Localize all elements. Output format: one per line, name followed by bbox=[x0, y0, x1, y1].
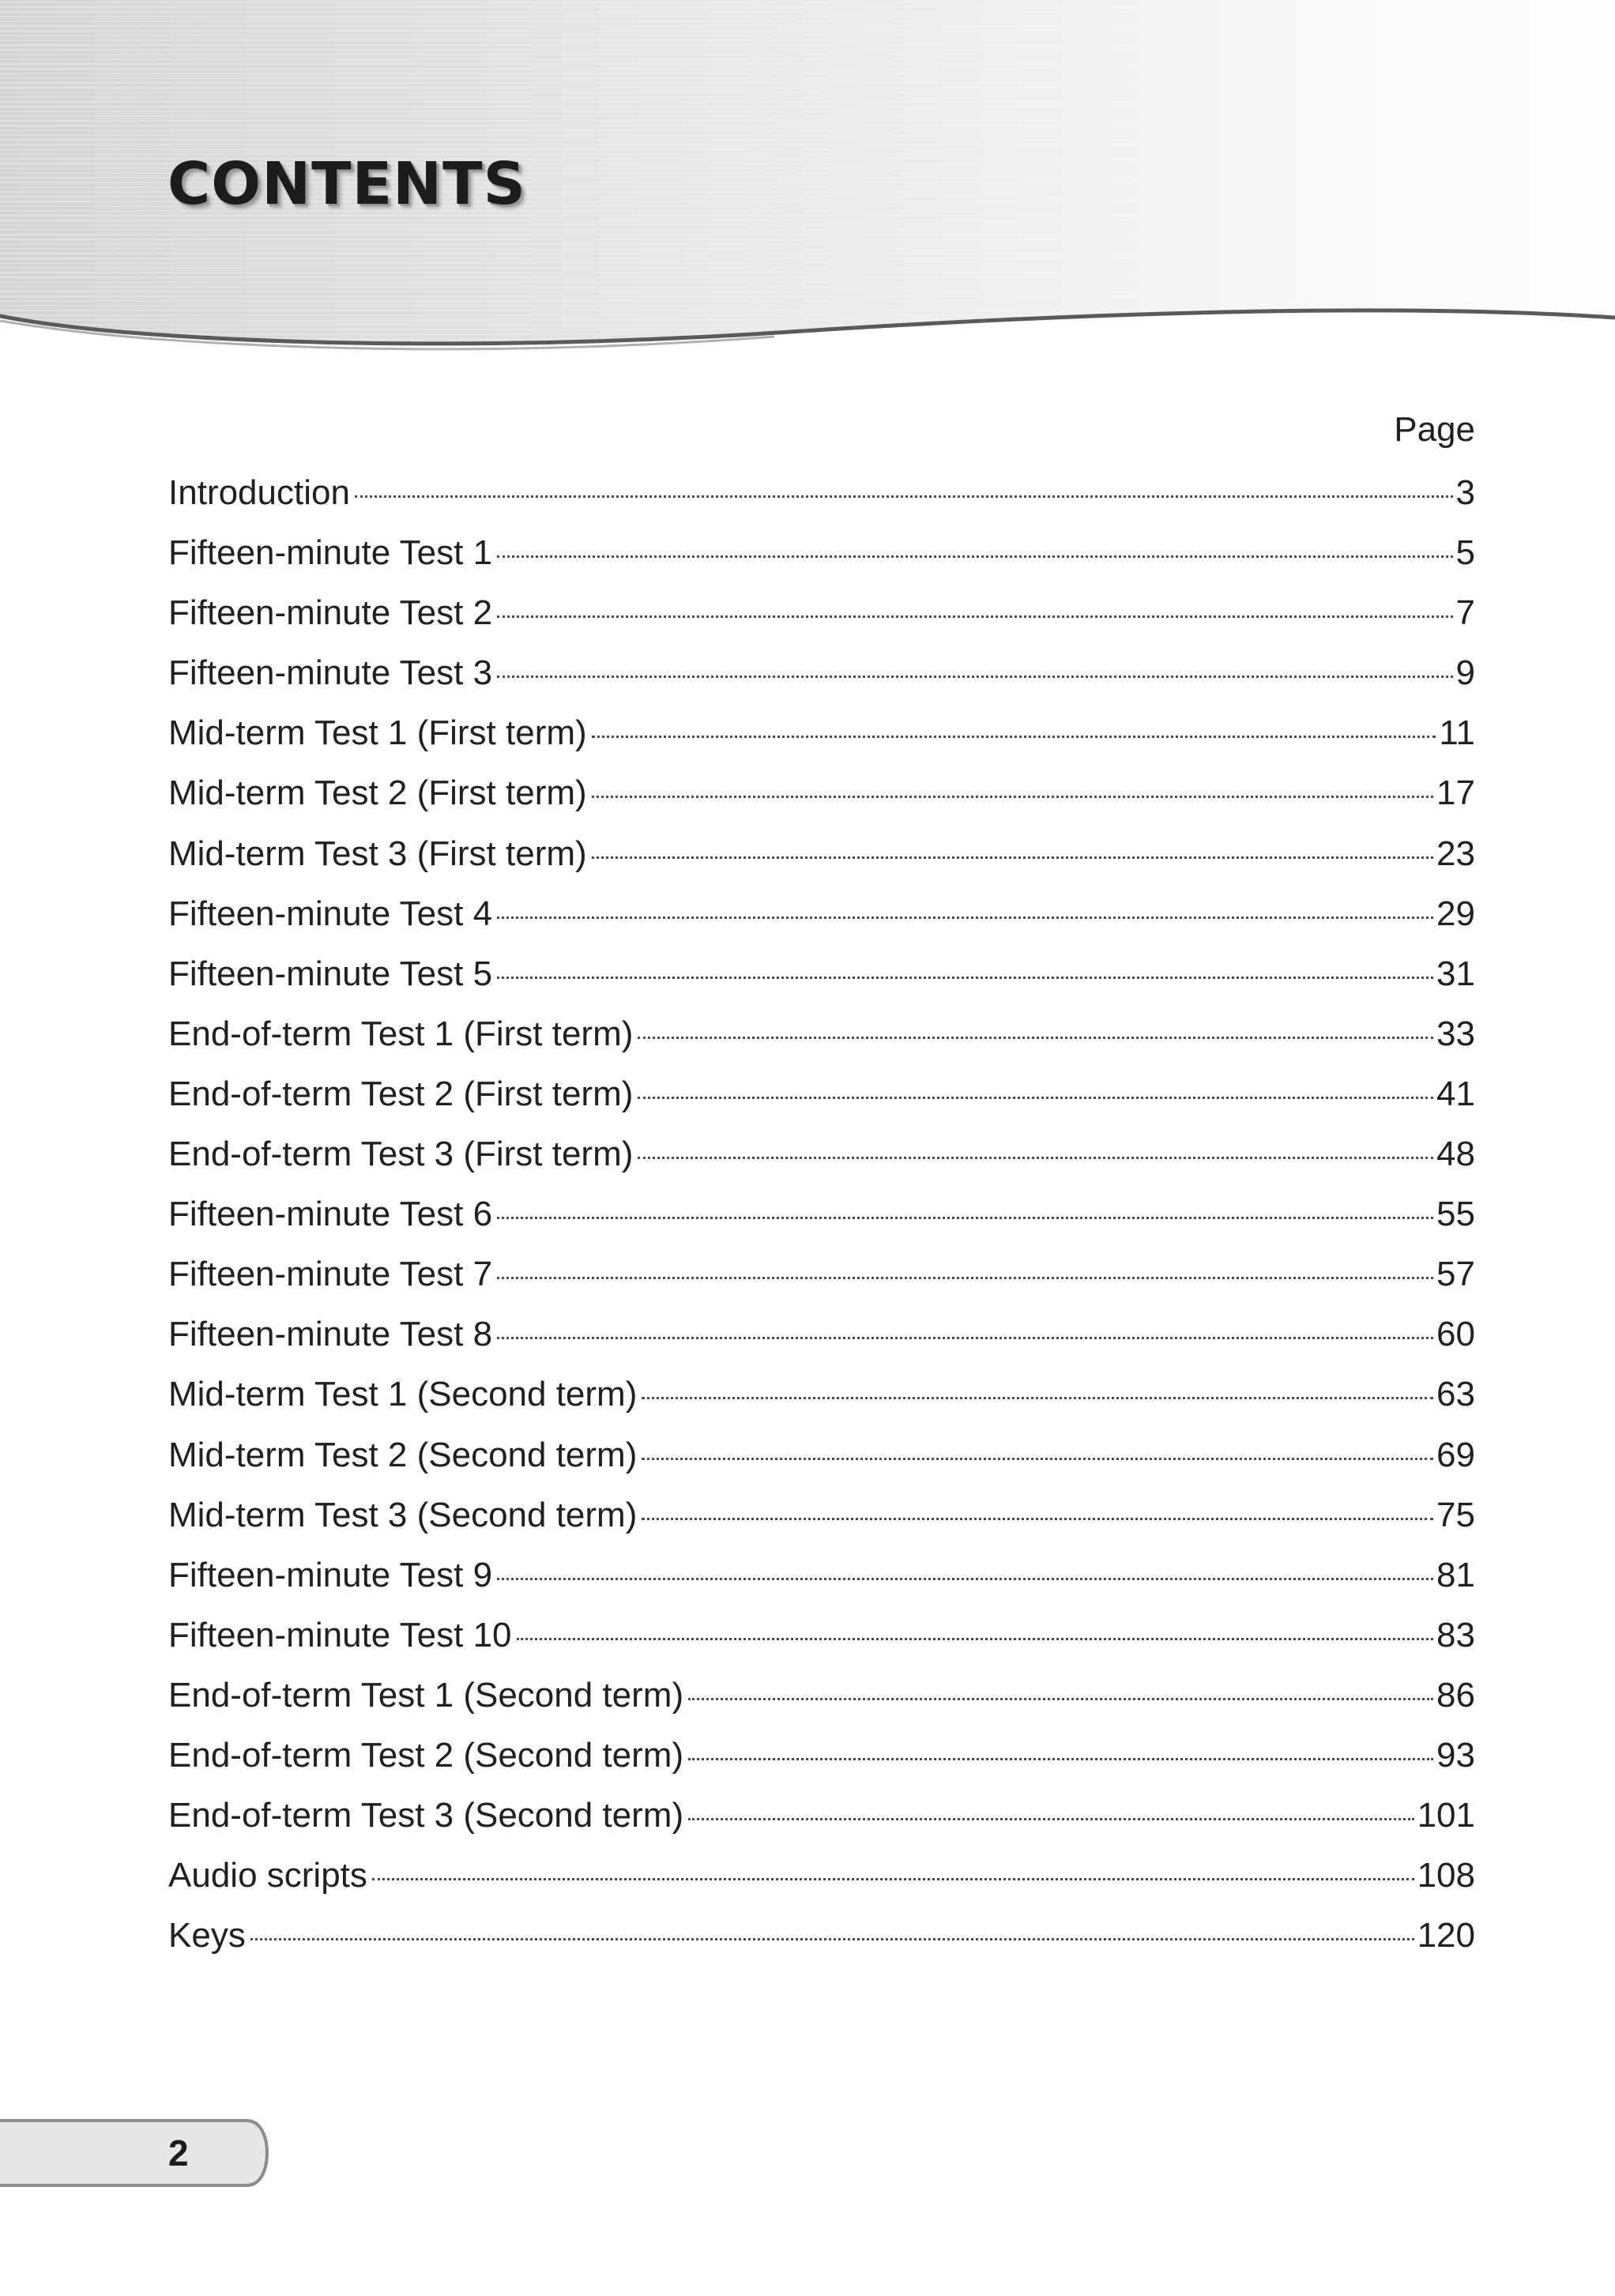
toc-entry bbox=[168, 1846, 1475, 1906]
toc-entry-page: 55 bbox=[1436, 1195, 1475, 1234]
dot-leader bbox=[497, 1337, 1433, 1339]
dot-leader bbox=[638, 1157, 1433, 1159]
toc-entry-title: Fifteen-minute Test 1 bbox=[168, 533, 493, 573]
page-title: CONTENTS bbox=[168, 150, 526, 218]
toc-entry-title: End-of-term Test 2 (Second term) bbox=[168, 1735, 684, 1775]
dot-leader bbox=[497, 1277, 1433, 1279]
toc-entry bbox=[168, 884, 1475, 944]
dot-leader bbox=[688, 1758, 1433, 1760]
toc-entry-page: 9 bbox=[1455, 653, 1475, 693]
toc-entry bbox=[168, 1786, 1475, 1846]
dot-leader bbox=[497, 1217, 1433, 1219]
toc-entry bbox=[168, 1485, 1475, 1545]
toc-entry-title: End-of-term Test 3 (Second term) bbox=[168, 1796, 684, 1835]
toc-entry-page: 75 bbox=[1436, 1495, 1475, 1534]
toc-entry-page: 108 bbox=[1417, 1856, 1475, 1895]
toc-entry-title: Mid-term Test 3 (Second term) bbox=[168, 1495, 638, 1534]
toc-entry bbox=[168, 944, 1475, 1004]
toc-entry bbox=[168, 523, 1475, 583]
toc-entry-page: 86 bbox=[1436, 1675, 1475, 1714]
toc-list bbox=[168, 463, 1475, 1966]
toc-entry-page: 93 bbox=[1436, 1735, 1475, 1775]
toc-entry-page: 83 bbox=[1436, 1615, 1475, 1654]
dot-leader bbox=[642, 1518, 1433, 1520]
toc-entry bbox=[168, 1244, 1475, 1304]
page-tab-shape bbox=[0, 2117, 273, 2189]
dot-leader bbox=[642, 1397, 1433, 1399]
toc-entry bbox=[168, 1124, 1475, 1184]
toc-entry-title: Mid-term Test 3 (First term) bbox=[168, 834, 587, 873]
dot-leader bbox=[517, 1638, 1434, 1640]
toc-entry-title: Fifteen-minute Test 7 bbox=[168, 1255, 493, 1294]
dot-leader bbox=[497, 555, 1452, 558]
toc-entry-page: 29 bbox=[1436, 894, 1475, 933]
toc-entry bbox=[168, 703, 1475, 763]
toc-entry-page: 69 bbox=[1436, 1435, 1475, 1474]
toc-entry-title: Audio scripts bbox=[168, 1856, 367, 1895]
dot-leader bbox=[638, 1037, 1433, 1039]
toc-entry-title: Keys bbox=[168, 1916, 246, 1955]
toc-entry bbox=[168, 824, 1475, 884]
dot-leader bbox=[372, 1878, 1414, 1880]
toc-entry bbox=[168, 1726, 1475, 1786]
toc-entry bbox=[168, 1545, 1475, 1605]
dot-leader bbox=[250, 1938, 1414, 1940]
toc-entry-title: End-of-term Test 1 (First term) bbox=[168, 1014, 634, 1053]
toc-entry-title: Fifteen-minute Test 2 bbox=[168, 593, 493, 633]
dot-leader bbox=[592, 856, 1433, 859]
toc-entry-page: 3 bbox=[1455, 473, 1475, 512]
toc-entry-title: Mid-term Test 1 (First term) bbox=[168, 713, 587, 753]
dot-leader bbox=[592, 796, 1433, 798]
page-number-tab bbox=[0, 2117, 273, 2189]
toc-entry-page: 57 bbox=[1436, 1255, 1475, 1294]
toc-entry-page: 33 bbox=[1436, 1014, 1475, 1053]
toc-entry-page: 41 bbox=[1436, 1074, 1475, 1113]
dot-leader bbox=[642, 1458, 1433, 1460]
toc-entry-title: Fifteen-minute Test 6 bbox=[168, 1195, 493, 1234]
toc-entry bbox=[168, 583, 1475, 643]
toc-entry-page: 120 bbox=[1417, 1916, 1475, 1955]
dot-leader bbox=[497, 676, 1452, 678]
toc-entry-title: End-of-term Test 3 (First term) bbox=[168, 1135, 634, 1174]
toc-entry bbox=[168, 1605, 1475, 1666]
dot-leader bbox=[497, 1578, 1433, 1580]
dot-leader bbox=[592, 736, 1436, 738]
toc-entry-title: Fifteen-minute Test 5 bbox=[168, 954, 493, 993]
toc-entry bbox=[168, 643, 1475, 703]
toc-entry-page: 23 bbox=[1436, 834, 1475, 873]
toc-entry-title: Mid-term Test 2 (Second term) bbox=[168, 1435, 638, 1474]
toc-entry-title: End-of-term Test 1 (Second term) bbox=[168, 1675, 684, 1714]
toc-entry-page: 63 bbox=[1436, 1375, 1475, 1414]
toc-entry-page: 31 bbox=[1436, 954, 1475, 993]
toc-entry-page: 7 bbox=[1455, 593, 1475, 633]
toc-entry bbox=[168, 763, 1475, 823]
toc-entry-title: Fifteen-minute Test 3 bbox=[168, 653, 493, 693]
dot-leader bbox=[688, 1698, 1433, 1700]
toc-entry-title: Fifteen-minute Test 8 bbox=[168, 1315, 493, 1354]
dot-leader bbox=[638, 1097, 1433, 1099]
page-column-label: Page bbox=[1394, 410, 1475, 449]
toc-entry bbox=[168, 1064, 1475, 1124]
dot-leader bbox=[688, 1818, 1414, 1820]
toc-entry-page: 101 bbox=[1417, 1796, 1475, 1835]
toc-entry-title: End-of-term Test 2 (First term) bbox=[168, 1074, 634, 1113]
toc-entry bbox=[168, 1184, 1475, 1244]
toc-entry bbox=[168, 1004, 1475, 1064]
dot-leader bbox=[497, 615, 1452, 618]
toc-entry bbox=[168, 1666, 1475, 1726]
toc-entry bbox=[168, 1906, 1475, 1966]
toc-entry-page: 17 bbox=[1436, 773, 1475, 813]
toc-entry bbox=[168, 463, 1475, 523]
toc-entry bbox=[168, 1304, 1475, 1364]
dot-leader bbox=[497, 917, 1433, 919]
toc-entry-page: 48 bbox=[1436, 1135, 1475, 1174]
toc-entry bbox=[168, 1364, 1475, 1425]
toc-entry-page: 5 bbox=[1455, 533, 1475, 573]
toc-entry-title: Introduction bbox=[168, 473, 350, 512]
toc-entry-page: 81 bbox=[1436, 1555, 1475, 1594]
toc-entry-page: 60 bbox=[1436, 1315, 1475, 1354]
page-number: 2 bbox=[168, 2132, 189, 2174]
toc-entry-title: Fifteen-minute Test 4 bbox=[168, 894, 493, 933]
toc-entry-page: 11 bbox=[1439, 713, 1475, 753]
toc-entry bbox=[168, 1425, 1475, 1485]
toc-entry-title: Fifteen-minute Test 9 bbox=[168, 1555, 493, 1594]
toc-entry-title: Mid-term Test 1 (Second term) bbox=[168, 1375, 638, 1414]
toc-entry-title: Mid-term Test 2 (First term) bbox=[168, 773, 587, 813]
dot-leader bbox=[355, 495, 1453, 498]
toc-entry-title: Fifteen-minute Test 10 bbox=[168, 1615, 512, 1654]
table-of-contents bbox=[168, 403, 1475, 1966]
dot-leader bbox=[497, 977, 1433, 979]
